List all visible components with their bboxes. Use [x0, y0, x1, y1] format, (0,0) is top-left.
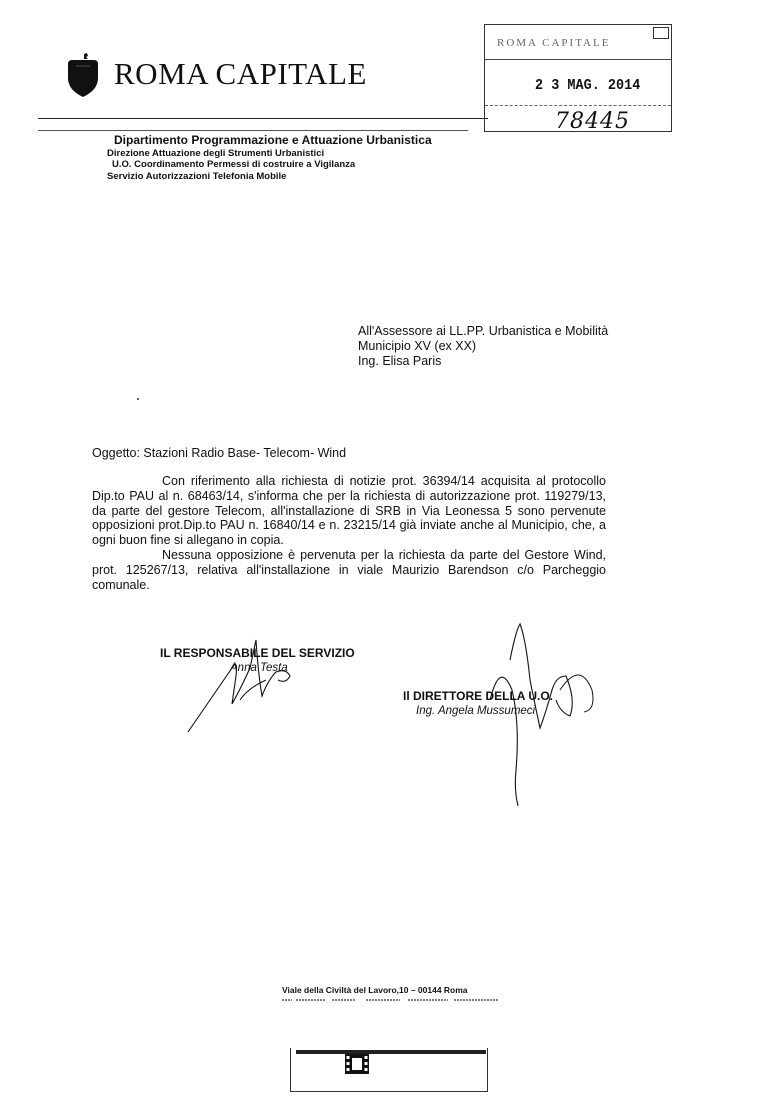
signatory-right-name: Ing. Angela Mussumeci — [416, 705, 536, 717]
org-name: ROMA CAPITALE — [114, 56, 367, 91]
scan-speck — [137, 398, 139, 400]
department-unit: U.O. Coordinamento Permessi di costruire a Vigilanza — [112, 159, 356, 170]
stamp-divider-dashed — [485, 105, 671, 106]
footer-bar — [296, 1050, 486, 1054]
footer-contact-cutoff — [282, 996, 502, 1002]
roma-capitale-logo-icon — [66, 52, 100, 98]
recipient-block — [358, 324, 608, 369]
stamp-corner-mark — [653, 27, 669, 39]
recipient-line: Ing. Elisa Paris — [358, 354, 442, 368]
stamp-date: 2 3 MAG. 2014 — [535, 77, 641, 94]
body-paragraph: Nessuna opposizione è pervenuta per la richiesta da parte del Gestore Wind, prot. 125267/13, relativa all'installazione in viale Maurizio Barendson c/o Parcheggio comunale. — [92, 547, 606, 592]
department-direction: Direzione Attuazione degli Strumenti Urbanistici — [107, 148, 325, 159]
footer-address: Viale della Civiltà del Lavoro,10 – 00144 Roma — [282, 985, 468, 995]
letter-body — [92, 474, 606, 592]
stamp-divider — [485, 59, 671, 60]
footer-box — [290, 1048, 488, 1092]
subject-line: Oggetto: Stazioni Radio Base- Telecom- Wind — [92, 446, 347, 460]
recipient-line: All'Assessore ai LL.PP. Urbanistica e Mobilità — [358, 324, 609, 338]
film-icon — [343, 1052, 371, 1076]
signatory-right-role: Il DIRETTORE DELLA U.O. — [403, 689, 554, 703]
header-divider — [38, 118, 488, 119]
signatory-left-role: IL RESPONSABILE DEL SERVIZIO — [160, 646, 355, 660]
body-paragraph: Con riferimento alla richiesta di notizie prot. 36394/14 acquisita al protocollo Dip.to PAU al n. 68463/14, s'informa che per la richiesta di autorizzazione prot. 119279/13, da parte del gestore Telecom, all'installazione di SRB in Via Leonessa 5 sono pervenute opposizioni prot.Dip.to PAU n. 16840/14 e n. 23215/14 già inviate anche al Municipio, che, a ogni buon fine si allegano in copia. — [92, 474, 606, 548]
signature-left-stroke — [240, 680, 266, 700]
department-name: Dipartimento Programmazione e Attuazione Urbanistica — [114, 133, 432, 147]
recipient-line: Municipio XV (ex XX) — [358, 339, 477, 353]
signature-right-stroke — [560, 675, 593, 712]
stamp-heading: ROMA CAPITALE — [497, 37, 611, 49]
header-divider-lower — [38, 130, 468, 131]
department-service: Servizio Autorizzazioni Telefonia Mobile — [107, 171, 287, 182]
stamp-protocol-number: 78445 — [555, 109, 630, 134]
protocol-stamp — [484, 24, 672, 132]
signatory-left-name: Anna Testa — [230, 662, 288, 674]
